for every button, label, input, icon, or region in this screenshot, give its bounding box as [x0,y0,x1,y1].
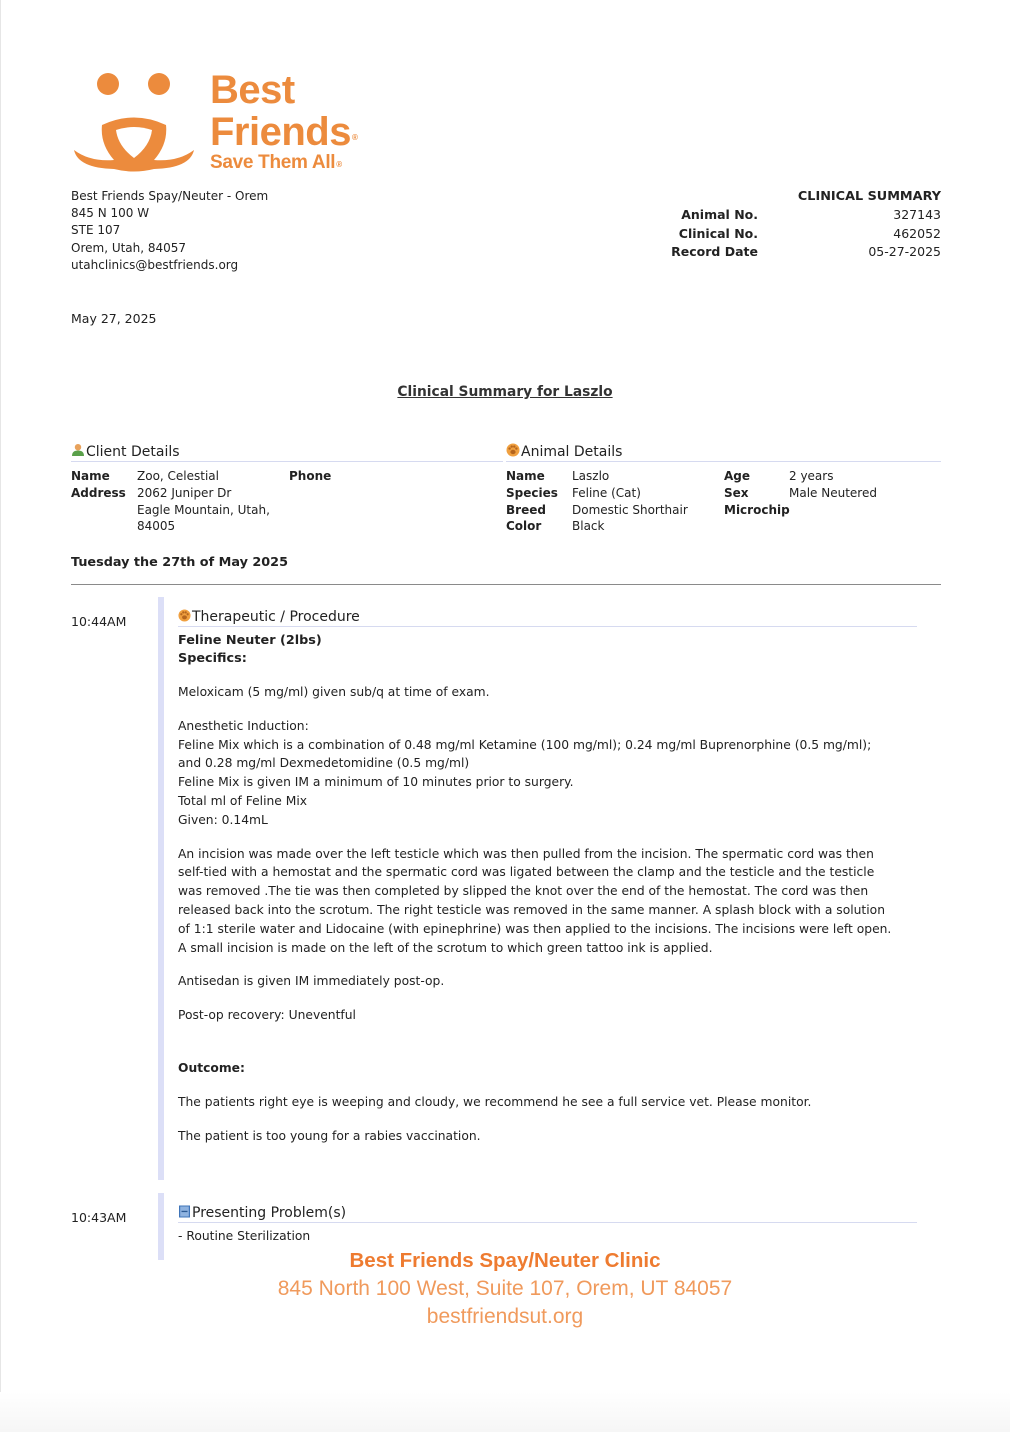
animal-details [506,468,941,538]
animal-breed-value: Domestic Shorthair [572,502,688,517]
surgery-line: was removed .The tie was then completed by slipped the knot over the end of the hemostat. The cord was then [178,884,869,899]
logo-tagline [210,152,342,174]
client-address-label: Address [71,485,126,500]
paw-icon [178,609,191,622]
animal-breed-label: Breed [506,502,546,517]
divider [71,584,941,585]
outcome-note-eye: The patients right eye is weeping and cloudy, we recommend he see a full service vet. Please monitor. [178,1094,812,1109]
specifics-label: Specifics: [178,651,247,666]
entry-heading [178,609,917,627]
surgery-line: of 1:1 sterile water and Lidocaine (with epinephrine) was then applied to the incisions. The incisions were left open. [178,921,892,936]
animal-species-value: Feline (Cat) [572,485,641,500]
summary-title: CLINICAL SUMMARY [797,189,941,204]
animal-species-label: Species [506,485,558,500]
client-details-heading [71,444,503,462]
day-heading: Tuesday the 27th of May 2025 [71,555,288,570]
clinic-city: Orem, Utah, 84057 [71,240,187,255]
entry-heading-text: Therapeutic / Procedure [192,609,360,625]
notebook-icon [178,1205,191,1218]
animal-details-heading [506,444,941,462]
summary-label: Clinical No. [678,225,758,241]
clinic-address [71,188,268,274]
entry-heading [178,1205,917,1223]
footer-clinic-name: Best Friends Spay/Neuter Clinic [349,1249,661,1272]
client-address-line3: 84005 [137,519,176,534]
clinic-name: Best Friends Spay/Neuter - Orem [71,189,269,203]
surgery-line: A small incision is made on the left of the scrotum to which green tattoo ink is applied. [178,940,713,955]
smiley-logo-icon [70,70,200,175]
induction-line: Feline Mix is given IM a minimum of 10 minutes prior to surgery. [178,775,574,790]
clinic-email[interactable]: utahclinics@bestfriends.org [71,257,239,272]
summary-value: 05-27-2025 [868,244,941,259]
animal-sex-value: Male Neutered [789,485,877,500]
surgery-line: An incision was made over the left testicle which was then pulled from the incision. The spermatic cord was then [178,846,874,861]
clinic-suite: STE 107 [71,223,121,238]
animal-name-label: Name [506,469,545,483]
paw-icon [506,443,520,457]
timeline-bar [158,597,164,1180]
person-icon [71,443,85,457]
summary-label: Animal No. [681,207,758,222]
outcome-note-rabies: The patient is too young for a rabies vaccination. [178,1128,481,1143]
registered-mark: ® [336,160,342,169]
induction-line: Anesthetic Induction: [178,718,309,733]
footer-website[interactable]: bestfriendsut.org [426,1305,584,1328]
surgery-notes [178,845,917,958]
entry-therapeutic-procedure [178,609,917,1145]
induction-line: and 0.28 mg/ml Dexmedetomidine (0.5 mg/ml) [178,756,470,771]
entry-heading-text: Presenting Problem(s) [192,1205,347,1221]
client-name-label: Name [71,469,110,483]
entry-time: 10:44AM [71,614,127,629]
logo-friends [210,110,357,154]
summary-value: 327143 [893,207,941,222]
animal-microchip-label: Microchip [724,502,790,517]
meloxicam-note: Meloxicam (5 mg/ml) given sub/q at time of exam. [178,685,490,699]
animal-age-label: Age [724,469,751,483]
summary-value: 462052 [893,225,941,241]
client-details-title: Client Details [86,444,180,460]
recovery-note: Post-op recovery: Uneventful [178,1008,356,1023]
animal-color-value: Black [572,519,605,534]
client-address-line1: 2062 Juniper Dr [137,485,232,500]
induction-line: Given: 0.14mL [178,812,268,827]
page-bottom-fade [0,1392,1010,1432]
procedure-name: Feline Neuter (2lbs) [178,633,322,648]
antisedan-note: Antisedan is given IM immediately post-op. [178,974,445,989]
entry-time: 10:43AM [71,1210,127,1225]
animal-sex-label: Sex [724,485,749,500]
client-address-line2: Eagle Mountain, Utah, [137,502,270,517]
anesthetic-induction [178,717,917,830]
summary-row-record-date [638,243,941,262]
animal-name-value: Laszlo [572,469,610,483]
logo-tagline-text: Save Them All [210,152,336,173]
induction-line: Feline Mix which is a combination of 0.48 mg/ml Ketamine (100 mg/ml); 0.24 mg/ml Buprenorphine (0.5 mg/ml); [178,737,872,752]
surgery-line: self-tied with a hemostat and the spermatic cord was ligated between the clamp and the testicle and the testicle [178,865,875,880]
footer-address: 845 North 100 West, Suite 107, Orem, UT 84057 [277,1277,733,1300]
best-friends-logo [70,70,370,175]
clinical-summary-block [638,188,941,262]
entry-presenting-problem [178,1205,917,1246]
page-edge [0,0,1,1432]
client-details [71,468,491,538]
logo-best: Best [210,68,295,112]
presenting-problem-text: - Routine Sterilization [178,1229,311,1243]
summary-label: Record Date [671,244,758,259]
summary-row-animal-no [638,206,941,225]
letter-date: May 27, 2025 [71,311,157,326]
induction-line: Total ml of Feline Mix [178,793,308,808]
surgery-line: released back into the scrotum. The right testicle was removed in the same manner. A splash block with a solution [178,902,885,917]
animal-color-label: Color [506,519,542,534]
clinic-street: 845 N 100 W [71,206,150,221]
animal-details-title: Animal Details [521,444,623,460]
registered-mark: ® [351,133,358,142]
outcome-label: Outcome: [178,1060,245,1075]
summary-row-clinical-no [638,225,941,244]
animal-age-value: 2 years [789,469,834,483]
clinic-footer [0,1247,1010,1331]
client-phone-label: Phone [289,469,332,483]
client-name-value: Zoo, Celestial [137,469,219,483]
document-title: Clinical Summary for Laszlo [397,384,613,400]
logo-friends-text: Friends [210,110,351,154]
